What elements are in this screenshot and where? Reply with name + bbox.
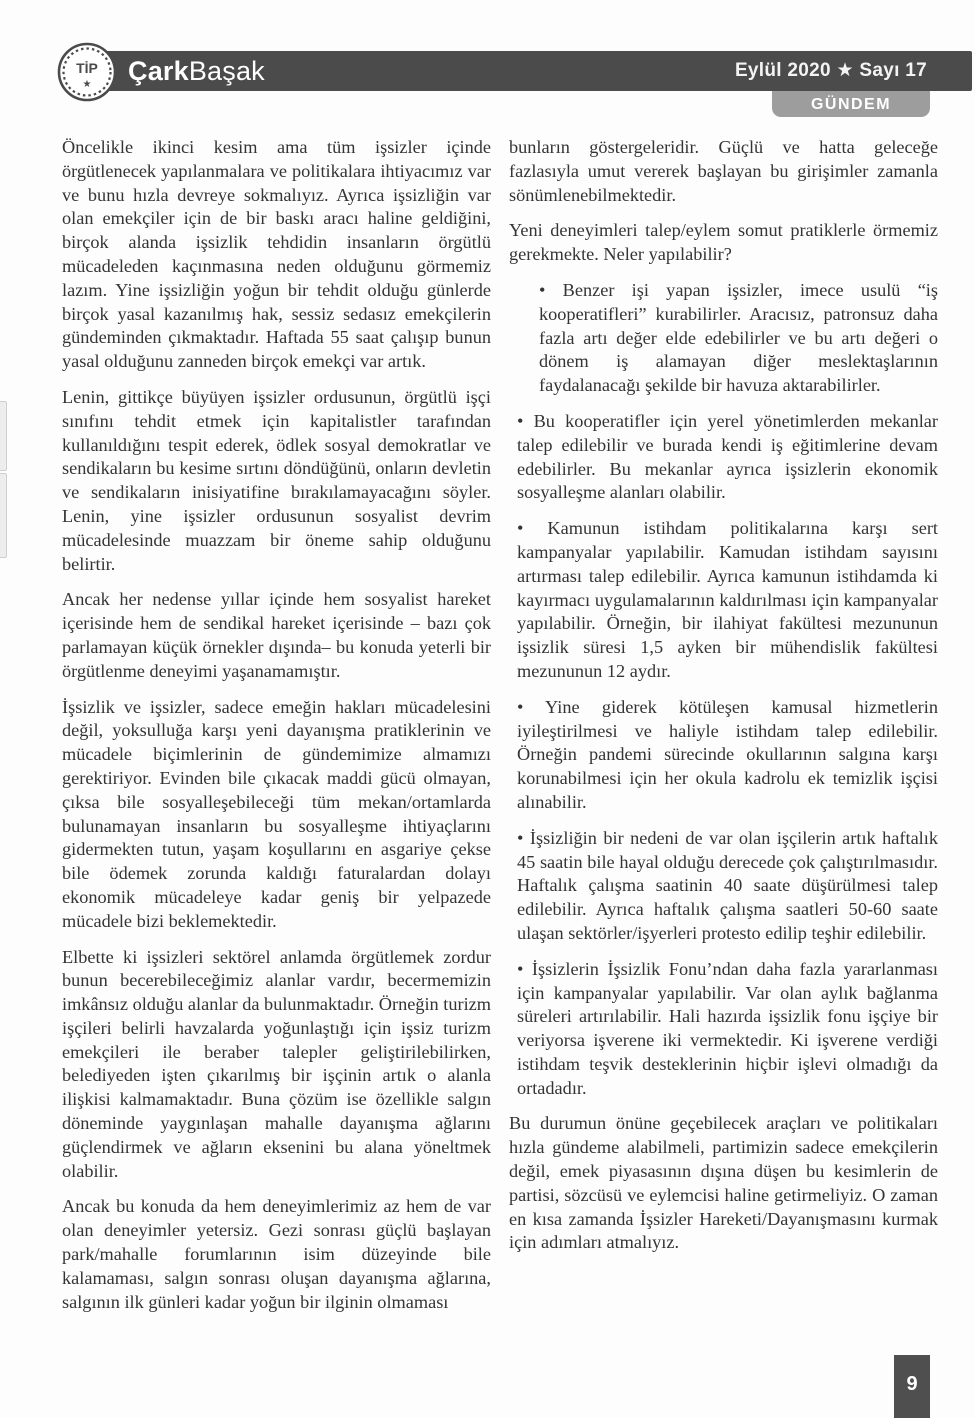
bullet-item: • Benzer işi yapan işsizler, imece usulü “iş kooperatifleri” kurabilirler. Aracısız, patronsuz daha fazla artı değer elde edebilirler ve bu artı değeri o dönem iş alamayan diğer meslektaşlarının faydalanacağı şekilde bir havuza aktarabilirler. (539, 279, 938, 396)
article-body (62, 136, 938, 1314)
section-badge: GÜNDEM (772, 91, 930, 117)
tip-emblem-icon (57, 42, 117, 102)
paragraph: Öncelikle ikinci kesim ama tüm işsizler içinde örgütlenecek yapılanmalara ve politikalara ihtiyacımız var ve bunu hızla devreye sokmalıyız. Ayrıca işsizliğin var olan emekçiler için de bir baskı aracı haline geldiğini, birçok alanda işsizlik tehdidin insanların örgütlü mücadeleden kaçınmasına neden olduğunu görmemiz lazım. Yine işsizliğin yoğun bir tehdit olduğu günlerde birçok yasal kazanılmış hak, sessiz sedasız emekçilerin gündeminden çıkmaktadır. Haftada 55 saat çalışıp bunun yasal olduğunu zanneden birçok emekçi var artık. (62, 137, 491, 372)
scan-edge-artifact (0, 473, 7, 558)
paragraph: bunların göstergeleridir. Güçlü ve hatta geleceğe fazlasıyla umut vererek başlayan bu girişimler zamanla sönümlenebilmektedir. (509, 137, 938, 205)
tip-party-logo (57, 42, 117, 102)
page-number (894, 1355, 930, 1418)
paragraph: Bu durumun önüne geçebilecek araçları ve politikaları hızla gündeme alabilmeli, partimizin sadece emekçilerin değil, emek piyasasının dışına düşen bu kesimlerin de partisi, sözcüsü ve eylemcisi haline getirmeliyiz. O zaman en kısa zamanda İşsizler Hareketi/Dayanışmasını kurmak için adımları atmalıyız. (509, 1113, 938, 1253)
bullet-item: • Bu kooperatifler için yerel yönetimlerden mekanlar talep edilebilir ve burada kendi iş eğitimlerine devam edebilirler. Bu mekanlar ayrıca işsizlerin ekonomik sosyalleşme alanları olabilir. (517, 410, 938, 503)
logo-star-icon: ★ (82, 79, 92, 90)
paragraph: Ancak bu konuda da hem deneyimlerimiz az hem de var olan deneyimler yetersiz. Gezi sonrası güçlü başlayan park/mahalle forumlarının isim düzeyinde bile kalamaması, salgın sonrası oluşan dayanışma ağlarına, salgının ilk günleri kadar yoğun bir ilginin olmaması (62, 1196, 491, 1312)
paragraph: Elbette ki işsizleri sektörel anlamda örgütlemek zordur bunun becerebileceğimiz alanlar vardır, becermemizin imkânsız olduğu alanlar da bulunmaktadır. Örneğin turizm işçileri belirli havzalarda yoğunlaştığı için işsiz turizm emekçileri ile beraber talepler geliştirilebilirken, belediyeden işten çıkarılmış bir işçinin artık o alanla ilişkisi kalmamaktadır. Buna çözüm ise özellikle salgın döneminde yaygınlaşan mahalle dayanışma ağlarını güçlendirmek ve ağların eksenini bu alana yöneltmek olabilir. (62, 946, 491, 1181)
bullet-item: • İşsizlerin İşsizlik Fonu’ndan daha fazla yararlanması için kampanyalar yapılabilir. Var olan aylık bağlanma süreleri artırılabilir. Hali hazırda işsizlik fonu işçiye bir veriyorsa işverene iki vermektedir. Ki işverene verdiği istihdam teşvik desteklerinin hiçbir işlevi olmadığı da ortadadır. (517, 958, 938, 1098)
left-column (62, 136, 491, 1314)
paragraph: Ancak her nedense yıllar içinde hem sosyalist hareket içerisinde hem de sendikal hareket içerisinde – bazı çok parlamayan küçük örnekler dışında– bu konuda yeterli bir örgütlenme deneyimi yaşanamamıştır. (62, 589, 491, 681)
scan-edge-artifact (0, 401, 7, 471)
paragraph: Lenin, gittikçe büyüyen işsizler ordusunun, örgütlü işçi sınıfını tehdit etmek için kapitalistler tarafından kullanıldığını tespit ederek, ödlek sosyal demokratlar ve sendikaların bu kesime sırtını döndüğünü, onların devletin ve sendikaların inisiyatifine bırakılamayacağını söyler. Lenin, yine işsizler ordusunun sosyalist devrim mücadelesinde muazzam bir öneme sahip olduğunu belirtir. (62, 386, 491, 574)
right-column (509, 136, 938, 1314)
magazine-title-regular: Başak (188, 56, 265, 86)
bullet-item: • Yine giderek kötüleşen kamusal hizmetlerin iyileştirilmesi ve haliyle istihdam talep edilebilir. Örneğin pandemi sürecinde okullarının salgına karşı korunabilmesi için her okula kadrolu ek temizlik işçisi alınabilir. (517, 696, 938, 812)
bullet-item: • İşsizliğin bir nedeni de var olan işçilerin artık haftalık 45 saatin bile hayal olduğu derecede çok çalıştırılmasıdır. Haftalık çalışma saatinin 40 saate düşürülmesi talep edilebilir. Ayrıca haftalık çalışma saatleri 50-60 saate ulaşan sektörler/işyerleri protesto edilip teşhir edilebilir. (517, 827, 938, 943)
magazine-title-bold: Çark (128, 56, 189, 86)
paragraph: İşsizlik ve işsizler, sadece emeğin hakları mücadelesini değil, yoksulluğa karşı yeni dayanışma pratiklerinin ve mücadele biçimlerinin de gündemimize almamızı gerektiriyor. Evinden bile çıkacak maddi gücü olmayan, çıksa bile sosyalleşebileceği tüm mekan/ortamlarda bulunamayan insanların bu sosyalleşme ihtiyaçlarını gidermekten tutun, yaşam koşullarını en asgariye çekse bile ödemek zorunda kaldığı faturalardan dolayı ekonomik mücadeleye kadar geniş bir yelpazede mücadele bizi beklemektedir. (62, 696, 491, 931)
page-number-value: 9 (906, 1373, 918, 1395)
bullet-item: • Kamunun istihdam politikalarına karşı sert kampanyalar yapılabilir. Kamudan istihdam sayısını artırması talep edilebilir. Ayrıca kamunun istihdamda ki kayırmacı uygulamalarının kaldırılması için kampanyalar yapılabilir. Örneğin, bir ilahiyat fakültesi mezununun işsizlik süresi 1,5 ayken bir mühendislik fakültesi mezununun 12 aydır. (517, 518, 938, 681)
magazine-title (128, 55, 265, 87)
issue-info: Eylül 2020 ★ Sayı 17 (734, 60, 927, 81)
paragraph: Yeni deneyimleri talep/eylem somut pratiklerle örmemiz gerekmekte. Neler yapılabilir? (509, 220, 938, 265)
logo-text: TİP (76, 60, 98, 76)
